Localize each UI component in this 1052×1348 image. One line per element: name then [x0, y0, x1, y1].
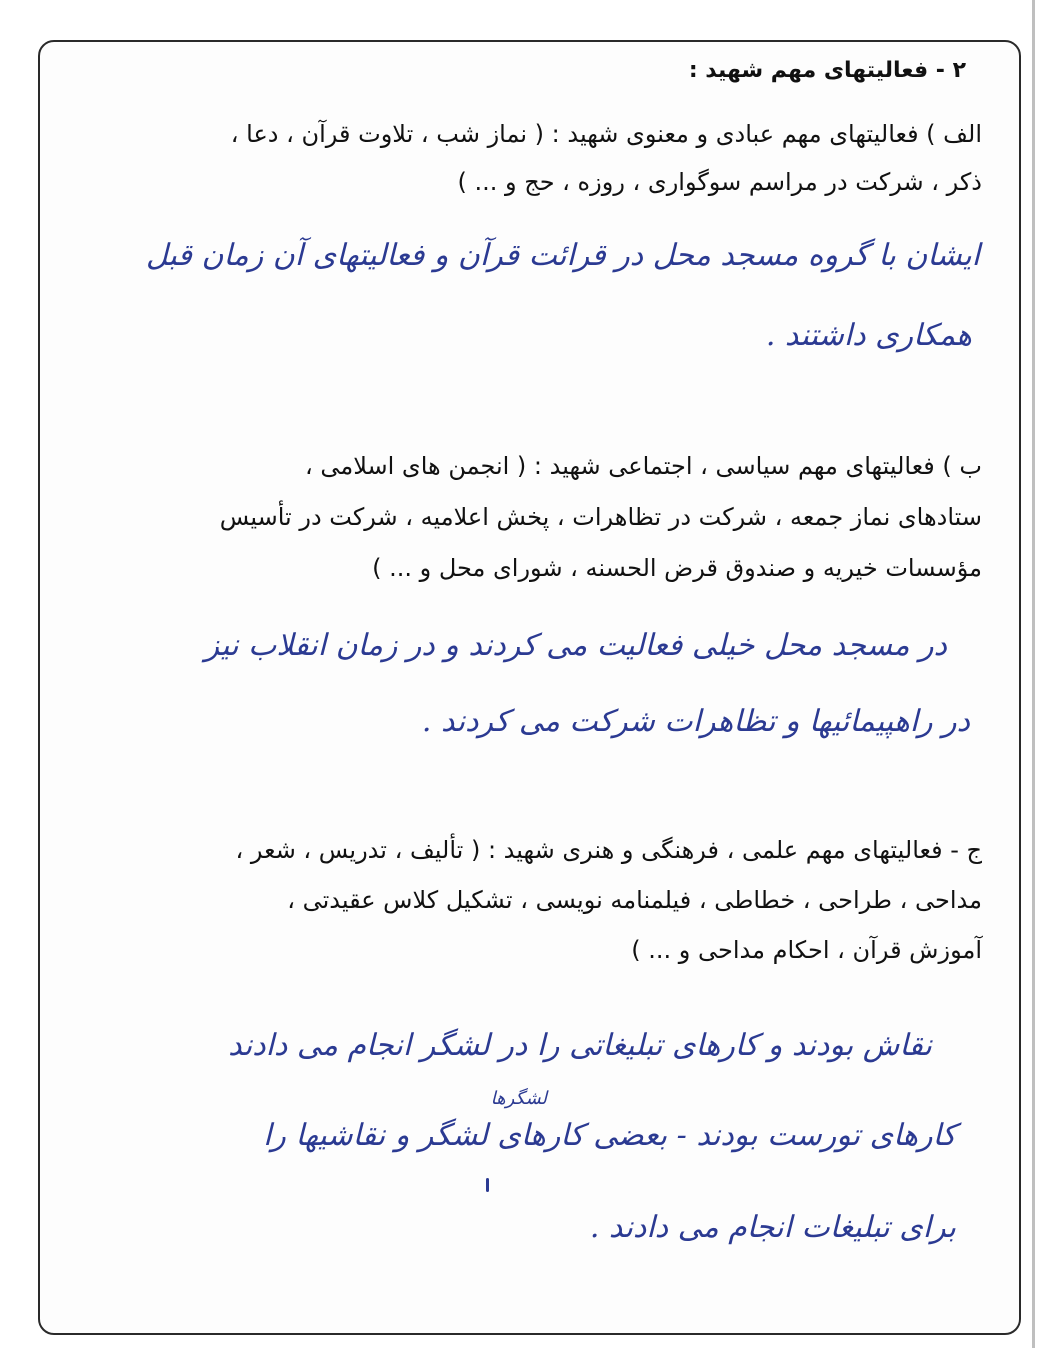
section-b-printed-line-3: مؤسسات خیریه و صندوق قرض الحسنه ، شورای محل و ... ): [372, 554, 982, 582]
section-c-handwritten-line-3: برای تبلیغات انجام می دادند .: [589, 1210, 956, 1245]
section-heading: ۲ - فعالیتهای مهم شهید :: [688, 58, 966, 83]
section-c-handwritten-insert: لشگرها: [490, 1088, 547, 1109]
section-b-handwritten-line-1: در مسجد محل خیلی فعالیت می کردند و در زمان انقلاب نیز: [204, 628, 947, 663]
scanned-page-edge: [1032, 0, 1035, 1348]
ink-mark: [486, 1178, 489, 1192]
section-a-printed-line-2: ذکر ، شرکت در مراسم سوگواری ، روزه ، حج و ... ): [457, 168, 982, 196]
section-c-printed-line-3: آموزش قرآن ، احکام مداحی و ... ): [631, 936, 982, 964]
section-b-handwritten-line-2: در راهپیمائیها و تظاهرات شرکت می کردند .: [421, 704, 970, 739]
section-a-handwritten-line-2: همکاری داشتند .: [765, 318, 972, 353]
section-c-printed-line-1: ج - فعالیتهای مهم علمی ، فرهنگی و هنری شهید : ( تألیف ، تدریس ، شعر ،: [235, 836, 982, 864]
section-a-handwritten-line-1: ایشان با گروه مسجد محل در قرائت قرآن و فعالیتهای آن زمان قبل: [145, 238, 980, 273]
section-b-printed-line-2: ستادهای نماز جمعه ، شرکت در تظاهرات ، پخش اعلامیه ، شرکت در تأسیس: [219, 503, 982, 531]
section-b-printed-line-1: ب ) فعالیتهای مهم سیاسی ، اجتماعی شهید : ( انجمن های اسلامی ،: [304, 452, 982, 480]
section-c-handwritten-line-2: کارهای تورست بودند - بعضی کارهای لشگر و نقاشیها را: [263, 1118, 956, 1153]
section-c-handwritten-line-1: نقاش بودند و کارهای تبلیغاتی را در لشگر انجام می دادند: [228, 1028, 932, 1063]
section-a-printed-line-1: الف ) فعالیتهای مهم عبادی و معنوی شهید : ( نماز شب ، تلاوت قرآن ، دعا ،: [230, 120, 982, 148]
section-c-printed-line-2: مداحی ، طراحی ، خطاطی ، فیلمنامه نویسی ، تشکیل کلاس عقیدتی ،: [287, 886, 982, 914]
